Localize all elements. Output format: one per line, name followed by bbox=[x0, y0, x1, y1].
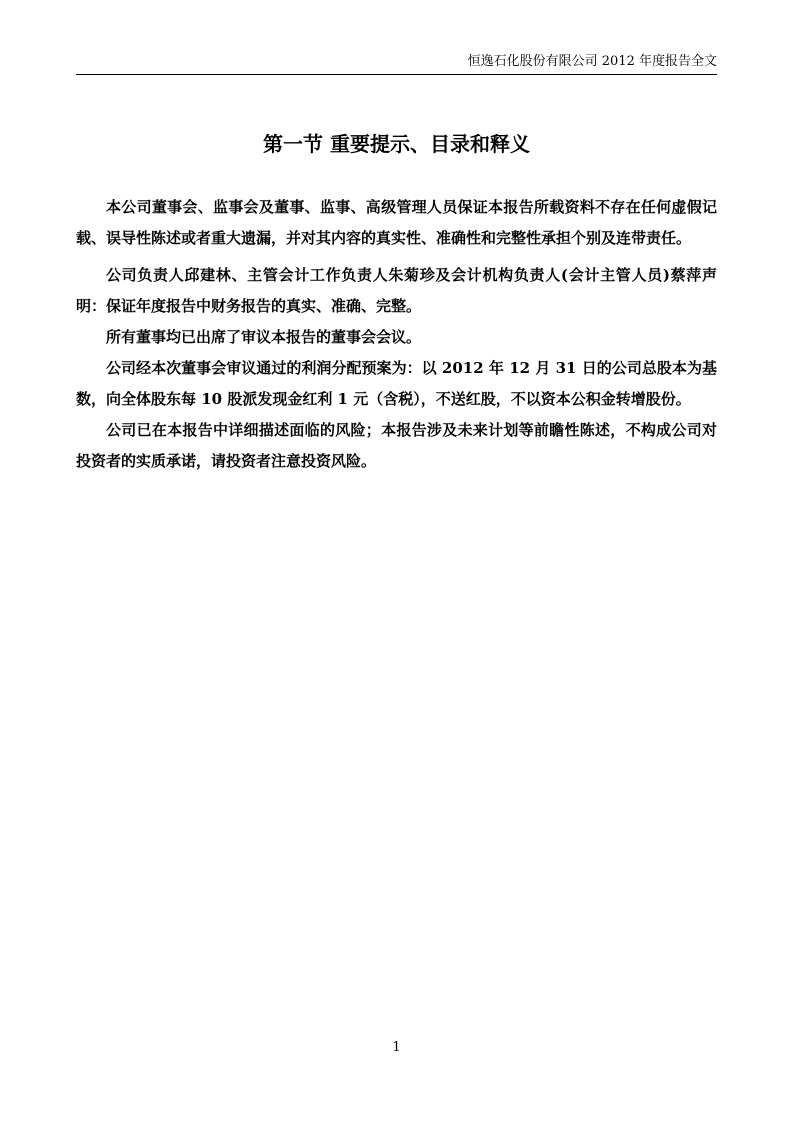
section-title: 第一节 重要提示、目录和释义 bbox=[263, 132, 530, 156]
header-company-report-title: 恒逸石化股份有限公司 2012 年度报告全文 bbox=[467, 54, 717, 69]
important-notice-body bbox=[76, 192, 717, 477]
page-header bbox=[76, 54, 717, 75]
paragraph-board-attendance: 所有董事均已出席了审议本报告的董事会会议。 bbox=[106, 328, 422, 346]
paragraph-responsibility-statement: 本公司董事会、监事会及董事、监事、高级管理人员保证本报告所载资料不存在任何虚假记载、误导性陈述或者重大遗漏，并对其内容的真实性、准确性和完整性承担个别及连带责任。 bbox=[76, 198, 717, 247]
page-number: 1 bbox=[392, 1040, 401, 1055]
paragraph-profit-distribution: 公司经本次董事会审议通过的利润分配预案为：以 2012 年 12 月 31 日的公司总股本为基数，向全体股东每 10 股派发现金红利 1 元（含税），不送红股，不以资本公积金转增股份。 bbox=[76, 359, 717, 408]
paragraph-risk-notice: 公司已在本报告中详细描述面临的风险；本报告涉及未来计划等前瞻性陈述，不构成公司对投资者的实质承诺，请投资者注意投资风险。 bbox=[76, 421, 717, 470]
paragraph-financial-report-declaration: 公司负责人邱建林、主管会计工作负责人朱菊珍及会计机构负责人(会计主管人员)蔡萍声明：保证年度报告中财务报告的真实、准确、完整。 bbox=[76, 266, 717, 315]
